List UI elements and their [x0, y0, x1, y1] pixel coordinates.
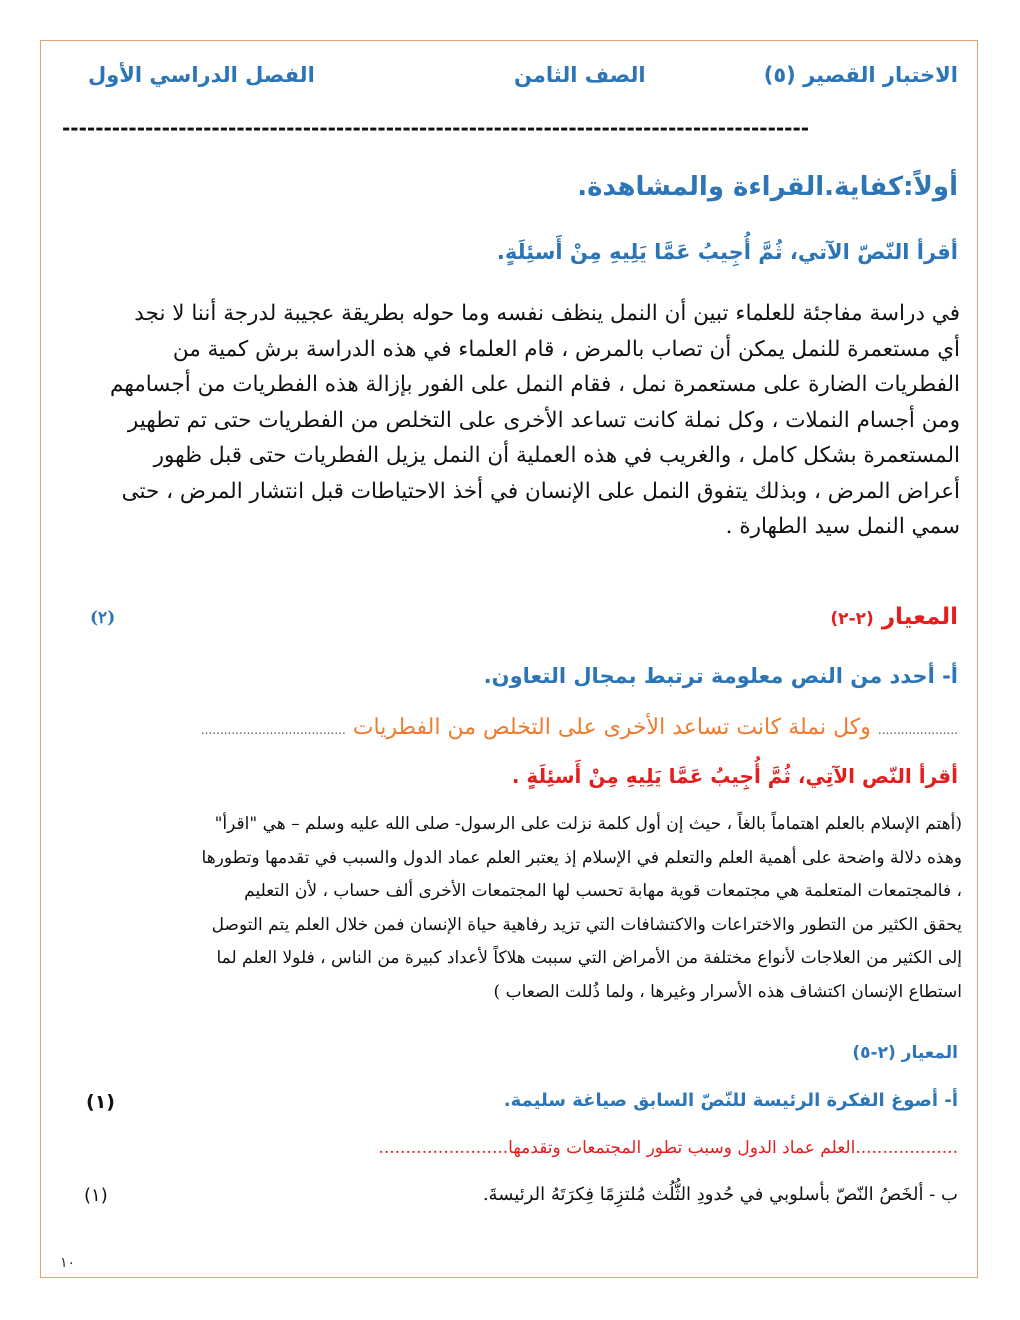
reading-instruction-2: أقرأ النّص الآتِي، ثُمَّ أُجِيبُ عَمَّا يَلِيهِ مِنْ أَسئِلَةٍ . [511, 764, 958, 788]
grade-label: الصف الثامن [514, 63, 646, 87]
answer-main-idea: ...................العلم عماد الدول وسبب تطور المجتمعات وتقدمها........................ [378, 1138, 958, 1158]
passage-line: إلى الكثير من العلاجات لأنواع مختلفة من الأمراض التي سببت هلاكاً لأعداد كبيرة من الناس ، فلولا العلم لما [216, 948, 962, 968]
passage-line: المستعمرة بشكل كامل ، والغريب في هذه العملية أن النمل يزيل الفطريات حتى قبل ظهور [153, 443, 960, 468]
question-cooperation: أ- أحدد من النص معلومة ترتبط بمجال التعاون. [483, 664, 958, 688]
answer-dots: ..................... [877, 723, 958, 737]
passage-line: ، فالمجتمعات المتعلمة هي مجتمعات قوية مهابة تحسب لها المجتمعات الأخرى ألف حساب ، لأن التعليم [244, 881, 962, 901]
answer-cooperation [201, 715, 958, 740]
passage-line: وهذه دلالة واضحة على أهمية العلم والتعلم في الإسلام إذ يعتبر العلم عماد الدول والسبب في تقدمها وتطورها [201, 847, 962, 868]
criterion-label: المعيار [881, 604, 958, 630]
passage-line: سمي النمل سيد الطهارة . [725, 514, 960, 539]
passage-line: في دراسة مفاجئة للعلماء تبين أن النمل ينظف نفسه وما حوله بطريقة عجيبة لدرجة أننا لا نجد [134, 301, 960, 326]
passage-line: ومن أجسام النملات ، وكل نملة كانت تساعد الأخرى على التخلص من الفطريات حتى تم تطهير [127, 407, 960, 433]
section-title: أولاً:كفاية.القراءة والمشاهدة. [577, 172, 958, 202]
passage-knowledge [56, 808, 962, 1009]
question-summary: ب - ألخَصُ النّصّ بأسلوبي في حُدودِ الثُّلُث مُلتزِمًا فِكرَتَهُ الرئيسةَ. [482, 1184, 958, 1205]
answer-text: وكل نملة كانت تساعد الأخرى على التخلص من الفطريات [352, 715, 871, 740]
passage-line: أي مستعمرة للنمل يمكن أن تصاب بالمرض ، قام العلماء في هذه الدراسة برش كمية من [172, 336, 960, 362]
criterion-code: (٢-٢) [830, 609, 874, 629]
passage-line: (أهتم الإسلام بالعلم اهتماماً بالغاً ، حيث إن أول كلمة نزلت على الرسول- صلى الله عليه وسلم – هي "اقرأ" [214, 814, 962, 834]
page-number: ١٠ [60, 1255, 76, 1271]
answer-dots: ...................................... [200, 723, 346, 737]
passage-line: استطاع الإنسان اكتشاف هذه الأسرار وغيرها ، ولما ذُللت الصعاب ) [493, 981, 962, 1002]
header-divider: ------------------------------------------------------------------------------------------ [62, 116, 810, 140]
question-score: (٢) [90, 608, 116, 628]
passage-line: أعراض المرض ، وبذلك يتفوق النمل على الإنسان في أخذ الاحتياطات قبل انتشار المرض ، حتى [121, 478, 960, 504]
passage-ants [60, 296, 960, 545]
question-score: (١) [86, 1091, 115, 1113]
question-main-idea: أ- أصوغ الفكرة الرئيسة للنّصّ السابق صياغة سليمة. [503, 1090, 958, 1111]
reading-instruction: أقرأ النّصّ الآتي، ثُمَّ أُجِيبُ عَمَّا يَلِيهِ مِنْ أَسئِلَةٍ. [496, 240, 958, 264]
question-score: (١) [84, 1185, 108, 1206]
quiz-title: الاختبار القصير (٥) [763, 63, 958, 87]
semester-label: الفصل الدراسي الأول [88, 63, 315, 87]
passage-line: يحقق الكثير من التطور والاختراعات والاكتشافات التي تزيد رفاهية حياة الإنسان فمن خلال العلم يتم التوصل [211, 914, 962, 935]
criterion-heading-2: المعيار (٢-٥) [852, 1043, 958, 1063]
passage-line: الفطريات الضارة على مستعمرة نمل ، فقام النمل على الفور بإزالة هذه الفطريات من أجسامهم [110, 372, 960, 397]
criterion-heading [830, 604, 958, 630]
